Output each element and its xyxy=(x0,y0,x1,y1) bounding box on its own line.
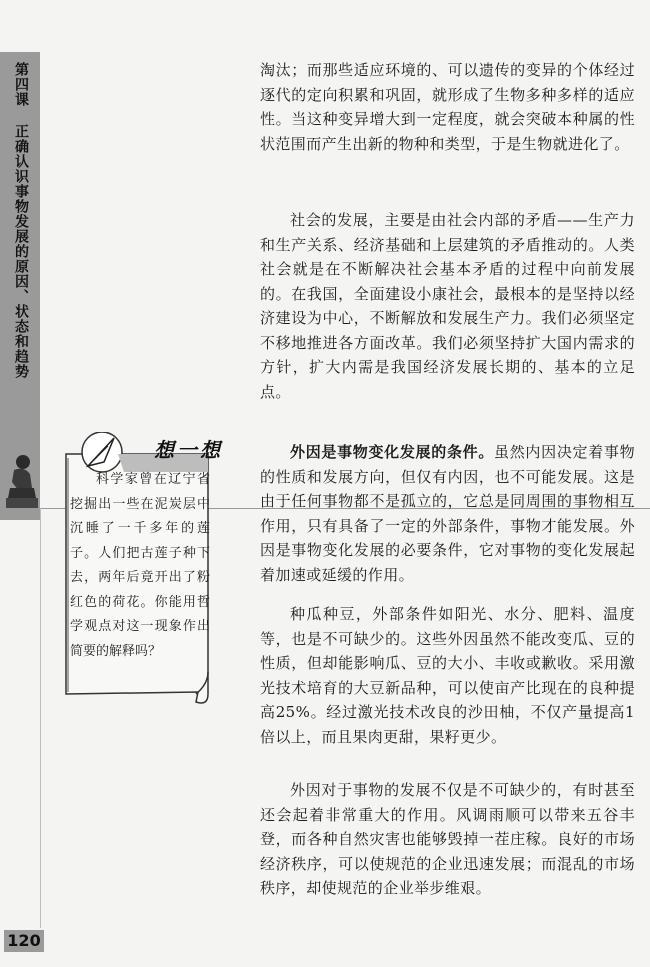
paragraph-external-importance: 外因对于事物的发展不仅是不可缺少的，有时甚至还会起着非常重大的作用。风调雨顺可以带来五谷丰登，而各种自然灾害也能够毁掉一茬庄稼。良好的市场经济秩序，可以使规范的企业迅速发展；而混乱的市场秩序，却使规范的企业举步维艰。 xyxy=(260,781,635,897)
lesson-title: 正确认识事物发展的原因、状态和趋势 xyxy=(13,124,29,379)
paragraph-melons-beans: 种瓜种豆，外部条件如阳光、水分、肥料、温度等，也是不可缺少的。这些外因虽然不能改变瓜、豆的性质，但却能影响瓜、豆的大小、丰收或歉收。采用激光技术培育的大豆新品种，可以使亩产比现在的良种提高25%。经过激光技术改良的沙田柚，不仅产量提高1倍以上，而且果肉更甜，果籽更少。 xyxy=(260,605,635,746)
page-number: 120 xyxy=(4,930,44,952)
lesson-label: 第四课 xyxy=(13,62,29,107)
paragraph-social-development: 社会的发展，主要是由社会内部的矛盾——生产力和生产关系、经济基础和上层建筑的矛盾推动的。人类社会就是在不断解决社会基本矛盾的过程中向前发展的。在我国，全面建设小康社会，最根本的是坚持以经济建设为中心，不断解放和发展生产力。我们必须坚定不移地推进各方面改革。我们必须坚持扩大国内需求的方针，扩大内需是我国经济发展长期的、基本的立足点。 xyxy=(260,211,635,401)
paragraph-external-cause xyxy=(260,440,635,587)
think-box-title: 想一想 xyxy=(154,438,223,462)
external-cause-heading: 外因是事物变化发展的条件。 xyxy=(290,443,495,461)
margin-rule xyxy=(40,508,41,928)
think-box-question: 科学家曾在辽宁省挖掘出一些在泥炭层中沉睡了一千多年的莲子。人们把古莲子种下去，两年后竟开出了粉红色的荷花。你能用哲学观点对这一现象作出简要的解释吗？ xyxy=(70,472,210,659)
paragraph-evolution: 淘汰；而那些适应环境的、可以遗传的变异的个体经过逐代的定向积累和巩固，就形成了生物多种多样的适应性。当这种变异增大到一定程度，就会突破本种属的性状范围而产生出新的物种和类型，于是生物就进化了。 xyxy=(260,61,635,153)
think-about-it-box xyxy=(58,432,223,710)
external-cause-body: 虽然内因决定着事物的性质和发展方向，但仅有内因，也不可能发展。这是由于任何事物都不是孤立的，它总是同周围的事物相互作用，只有具备了一定的外部条件，事物才能发展。外因是事物变化发展的必要条件，它对事物的变化发展起着加速或延缓的作用。 xyxy=(260,443,636,584)
chapter-sidebar-text xyxy=(8,62,34,379)
thinker-statue-icon xyxy=(4,452,38,510)
